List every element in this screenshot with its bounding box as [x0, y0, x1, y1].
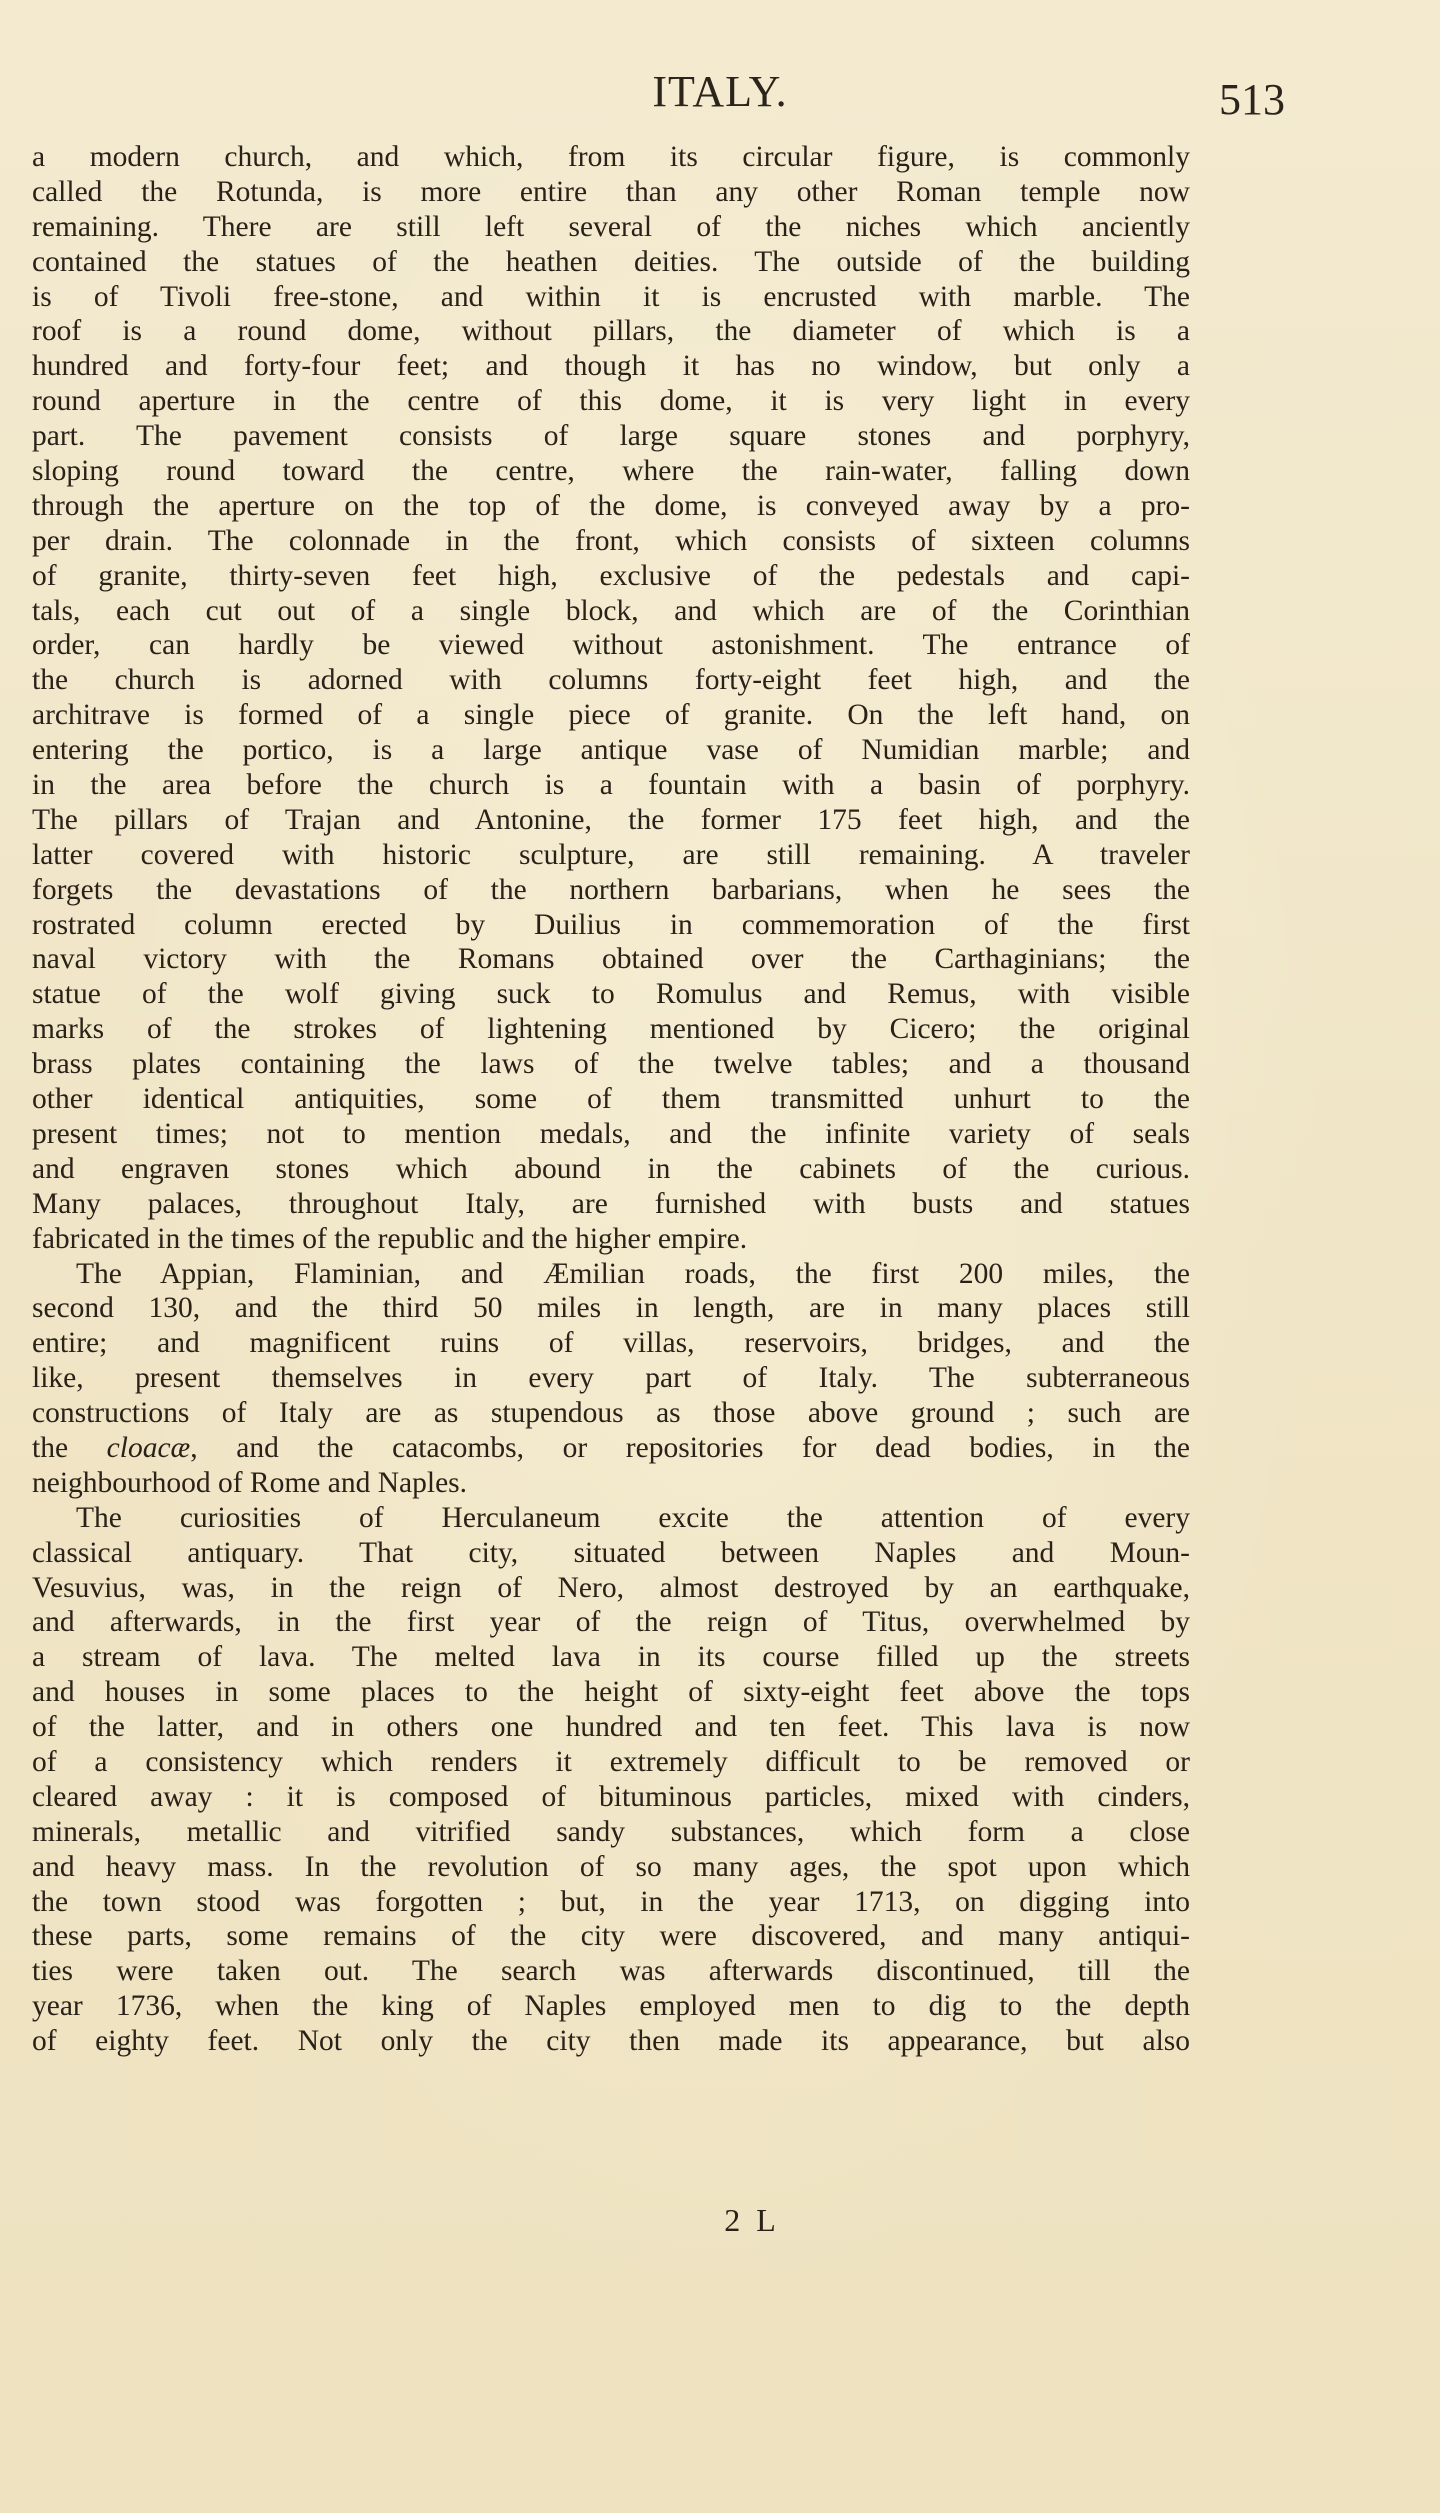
text-line: statue of the wolf giving suck to Romulus and Remus, with visible [32, 978, 1190, 1011]
text-line: and afterwards, in the first year of the reign of Titus, overwhelmed by [32, 1606, 1190, 1639]
text-line: sloping round toward the centre, where the rain-water, falling down [32, 455, 1190, 488]
body-text [32, 140, 1190, 2238]
text-line: forgets the devastations of the northern barbarians, when he sees the [32, 873, 1190, 906]
text-line: year 1736, when the king of Naples employed men to dig to the depth [32, 1990, 1190, 2023]
text-line: architrave is formed of a single piece of granite. On the left hand, on [32, 699, 1190, 732]
text-line: order, can hardly be viewed without astonishment. The entrance of [32, 629, 1190, 662]
text-line: of granite, thirty-seven feet high, exclusive of the pedestals and capi- [32, 559, 1190, 592]
paragraph-herculaneum [32, 1501, 1190, 2059]
text-line: through the aperture on the top of the dome, is conveyed away by a pro- [32, 489, 1190, 522]
text-line: like, present themselves in every part of Italy. The subterraneous [32, 1362, 1190, 1395]
text-line-cloacae [32, 1431, 1190, 1466]
text-line: minerals, metallic and vitrified sandy substances, which form a close [32, 1815, 1190, 1848]
running-head: ITALY. [652, 67, 788, 116]
text-line: these parts, some remains of the city were discovered, and many antiqui- [32, 1920, 1190, 1953]
text-line: round aperture in the centre of this dome, it is very light in every [32, 385, 1190, 418]
text-line: a modern church, and which, from its circular figure, is commonly [32, 141, 1190, 173]
text-line: second 130, and the third 50 miles in length, are in many places still [32, 1292, 1190, 1325]
text-line: entire; and magnificent ruins of villas, reservoirs, bridges, and the [32, 1327, 1190, 1360]
text-line: and houses in some places to the height of sixty-eight feet above the tops [32, 1676, 1190, 1709]
text-line: other identical antiquities, some of them transmitted unhurt to the [32, 1083, 1190, 1116]
text-line: fabricated in the times of the republic and the higher empire. [32, 1222, 748, 1255]
text-line: is of Tivoli free-stone, and within it is encrusted with marble. The [32, 280, 1190, 313]
text-line: remaining. There are still left several of the niches which anciently [32, 210, 1190, 243]
text-line: roof is a round dome, without pillars, the diameter of which is a [32, 315, 1190, 348]
text-line: ties were taken out. The search was afterwards discontinued, till the [32, 1955, 1190, 1988]
text-line: rostrated column erected by Duilius in commemoration of the first [32, 908, 1190, 941]
text-line: The Appian, Flaminian, and Æmilian roads, the first 200 miles, the [76, 1257, 1190, 1290]
text-line: of eighty feet. Not only the city then made its appearance, but also [32, 2025, 1190, 2058]
text-line: constructions of Italy are as stupendous as those above ground ; such are [32, 1397, 1190, 1430]
text-line: brass plates containing the laws of the twelve tables; and a thousand [32, 1048, 1190, 1081]
text-line: the church is adorned with columns forty-eight feet high, and the [32, 664, 1190, 697]
text-line: cleared away : it is composed of bituminous particles, mixed with cinders, [32, 1780, 1190, 1813]
text-line: the town stood was forgotten ; but, in the year 1713, on digging into [32, 1885, 1190, 1918]
text-line: Vesuvius, was, in the reign of Nero, almost destroyed by an earthquake, [32, 1571, 1190, 1604]
text-line: contained the statues of the heathen deities. The outside of the building [32, 245, 1190, 278]
paragraph-continued [32, 140, 1190, 1257]
text-line: Many palaces, throughout Italy, are furnished with busts and statues [32, 1187, 1190, 1220]
text-line: tals, each cut out of a single block, and which are of the Corinthian [32, 594, 1190, 627]
text-line: part. The pavement consists of large square stones and porphyry, [32, 420, 1190, 453]
text-line: classical antiquary. That city, situated between Naples and Moun- [32, 1536, 1190, 1569]
text-line: and heavy mass. In the revolution of so many ages, the spot upon which [32, 1850, 1190, 1883]
text-line: in the area before the church is a fountain with a basin of porphyry. [32, 769, 1190, 802]
text-line: a stream of lava. The melted lava in its course filled up the streets [32, 1641, 1190, 1674]
text-line: The pillars of Trajan and Antonine, the former 175 feet high, and the [32, 803, 1190, 836]
text-line: marks of the strokes of lightening mentioned by Cicero; the original [32, 1013, 1190, 1046]
text-line: latter covered with historic sculpture, are still remaining. A traveler [32, 838, 1190, 871]
italic-term: cloacæ [106, 1431, 191, 1464]
text-line: per drain. The colonnade in the front, which consists of sixteen columns [32, 524, 1190, 557]
text-line: entering the portico, is a large antique vase of Numidian marble; and [32, 734, 1190, 767]
text-line: called the Rotunda, is more entire than any other Roman temple now [32, 175, 1190, 208]
paragraph-roads [32, 1257, 1190, 1501]
page-number: 513 [1219, 75, 1285, 124]
text-line: hundred and forty-four feet; and though it has no window, but only a [32, 350, 1190, 383]
text-run: the [32, 1431, 107, 1464]
page-header [0, 62, 1440, 122]
text-line: of a consistency which renders it extremely difficult to be removed or [32, 1745, 1190, 1778]
text-line: present times; not to mention medals, and the infinite variety of seals [32, 1117, 1190, 1150]
signature-mark: 2 L [724, 2202, 780, 2238]
text-line: naval victory with the Romans obtained over the Carthaginians; the [32, 943, 1190, 976]
text-line: neighbourhood of Rome and Naples. [32, 1466, 468, 1499]
text-line: and engraven stones which abound in the cabinets of the curious. [32, 1152, 1190, 1185]
text-line: The curiosities of Herculaneum excite the attention of every [76, 1501, 1190, 1534]
text-run: , and the catacombs, or repositories for dead bodies, in the [190, 1431, 1190, 1464]
text-line: of the latter, and in others one hundred and ten feet. This lava is now [32, 1711, 1190, 1744]
